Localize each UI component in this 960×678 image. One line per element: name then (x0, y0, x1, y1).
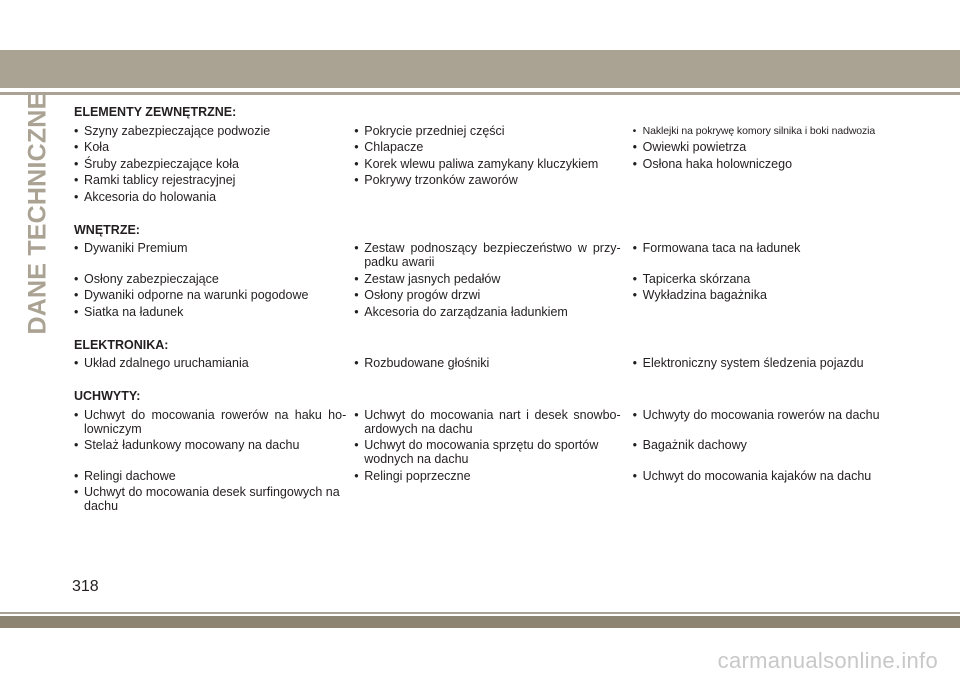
list-item: • Uchwyt do mocowania sprzętu do sportów wodnych na dachu (354, 438, 620, 466)
list-row (74, 173, 934, 187)
list-item: • Owiewki powietrza (633, 140, 934, 154)
list-item: • Wykładzina bagażnika (633, 288, 934, 302)
list-row (74, 485, 934, 513)
section-title: ELEMENTY ZEWNĘTRZNE: (74, 105, 237, 119)
list-row (74, 305, 934, 319)
list-item: • Bagażnik dachowy (633, 438, 934, 466)
section-title: WNĘTRZE: (74, 222, 140, 237)
section-title: UCHWYTY: (74, 389, 141, 403)
list-item: • Dywaniki odporne na warunki pogodowe (74, 288, 346, 302)
list-item: • Układ zdalnego uruchamiania (74, 356, 346, 370)
list-item: • Akcesoria do holowania (74, 190, 346, 204)
list-row (74, 241, 934, 269)
list-item: • Chlapacze (354, 140, 620, 154)
section-title: ELEKTRONIKA: (74, 337, 169, 352)
list-row (74, 356, 934, 370)
list-item: • Korek wlewu paliwa zamykany kluczykiem (354, 157, 620, 171)
list-item: • Relingi dachowe (74, 469, 346, 483)
watermark: carmanualsonline.info (717, 648, 938, 673)
list-item: • Osłony zabezpieczające (74, 272, 346, 286)
list-item: • Koła (74, 140, 346, 154)
list-item: • Relingi poprzeczne (354, 469, 620, 483)
list-row (74, 124, 934, 138)
list-row (74, 272, 934, 286)
list-item: • Osłona haka holowniczego (633, 157, 934, 171)
list-item: • Uchwyt do mocowania kajaków na dachu (633, 469, 934, 483)
list-item: • Akcesoria do zarządzania ładunkiem (354, 305, 620, 319)
list-item: • Uchwyt do mocowania nart i desek snowbo-ardowych na dachu (354, 408, 620, 436)
list-item: • Dywaniki Premium (74, 241, 346, 269)
page-content (74, 103, 934, 530)
list-item (633, 190, 934, 204)
list-row (74, 157, 934, 171)
footer-band (0, 616, 960, 628)
chapter-title: DANE TECHNICZNE (23, 92, 52, 334)
header-band (0, 50, 960, 88)
list-item: • Siatka na ładunek (74, 305, 346, 319)
list-item: • Uchwyt do mocowania rowerów na haku ho-lowniczym (74, 408, 346, 436)
list-row (74, 408, 934, 436)
list-row (74, 288, 934, 302)
section (74, 221, 934, 319)
list-item (354, 190, 620, 204)
list-item: • Tapicerka skórzana (633, 272, 934, 286)
section (74, 336, 934, 371)
list-item: • Zestaw jasnych pedałów (354, 272, 620, 286)
list-row (74, 469, 934, 483)
section (74, 103, 934, 204)
list-item: • Rozbudowane głośniki (354, 356, 620, 370)
list-item: • Elektroniczny system śledzenia pojazdu (633, 356, 934, 370)
header-rule (0, 92, 960, 95)
list-item: • Formowana taca na ładunek (633, 241, 934, 269)
list-item: • Śruby zabezpieczające koła (74, 157, 346, 171)
page-number: 318 (72, 578, 99, 595)
chapter-side-tab (23, 92, 53, 334)
section (74, 387, 934, 513)
list-item (633, 173, 934, 187)
list-item (633, 485, 934, 513)
list-item (354, 485, 620, 513)
list-item: • Ramki tablicy rejestracyjnej (74, 173, 346, 187)
list-item: • Uchwyty do mocowania rowerów na dachu (633, 408, 934, 436)
list-item: • Pokrywy trzonków zaworów (354, 173, 620, 187)
list-item: • Uchwyt do mocowania desek surfingowych na dachu (74, 485, 346, 513)
list-row (74, 190, 934, 204)
list-item: • Szyny zabezpieczające podwozie (74, 124, 346, 138)
list-item: • Stelaż ładunkowy mocowany na dachu (74, 438, 346, 466)
list-item: • Naklejki na pokrywę komory silnika i boki nadwozia (633, 124, 934, 138)
list-item: • Osłony progów drzwi (354, 288, 620, 302)
list-row (74, 438, 934, 466)
list-item: • Pokrycie przedniej części (354, 124, 620, 138)
list-item: • Zestaw podnoszący bezpieczeństwo w przy-padku awarii (354, 241, 620, 269)
list-item (633, 305, 934, 319)
footer-rule (0, 612, 960, 614)
list-row (74, 140, 934, 154)
